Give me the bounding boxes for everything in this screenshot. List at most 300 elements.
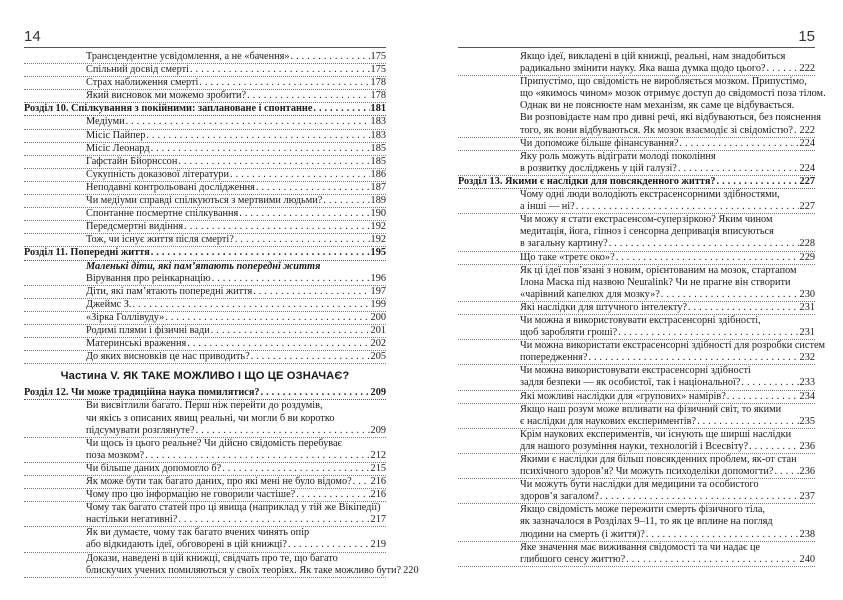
toc-entry-line: Чи можуть бути наслідки для медицини та особистого bbox=[520, 479, 759, 491]
toc-entry bbox=[24, 273, 386, 286]
toc-entry bbox=[24, 234, 386, 247]
toc-page-number: 178 bbox=[370, 77, 386, 89]
toc-page-number: 189 bbox=[370, 195, 386, 207]
toc-entry bbox=[24, 463, 386, 476]
toc-entry-line: Яку роль можуть відіграти молоді покоління bbox=[520, 150, 716, 162]
toc-chapter-entry bbox=[458, 176, 815, 189]
toc-entry-title: Діти, які пам’ятають попередні життя bbox=[86, 285, 253, 297]
toc-row bbox=[24, 286, 386, 298]
toc-entry bbox=[24, 400, 386, 437]
toc-leader-dots bbox=[697, 416, 798, 428]
toc-entry-title: Медіуми bbox=[86, 116, 125, 128]
toc-leader-dots bbox=[196, 425, 370, 437]
toc-leader-dots bbox=[132, 299, 369, 311]
toc-row bbox=[24, 130, 386, 142]
toc-entry-lines bbox=[458, 404, 815, 416]
toc-entry-lines bbox=[458, 479, 815, 491]
toc-leader-dots bbox=[717, 176, 799, 188]
toc-entry-title: Вірування про реінкарнацію bbox=[86, 272, 211, 284]
toc-page-number: 175 bbox=[370, 64, 386, 76]
toc-entry bbox=[458, 138, 815, 151]
toc-leader-dots bbox=[126, 116, 370, 128]
toc-entry bbox=[24, 156, 386, 169]
part-heading: Частина V. ЯК ТАКЕ МОЖЛИВО І ЩО ЦЕ ОЗНАЧАЄ? bbox=[60, 370, 350, 383]
toc-page-number: 238 bbox=[799, 528, 815, 540]
toc-leader-dots bbox=[291, 51, 370, 63]
toc-leader-dots bbox=[199, 77, 369, 89]
toc-entry-title: Гафстайн Бйорнссон bbox=[86, 155, 178, 167]
toc-page-number: 228 bbox=[799, 238, 815, 250]
toc-entry-title: Спонтанне посмертне спілкування bbox=[86, 208, 239, 220]
toc-entry-line: Крім наукових експериментів, чи існують ще ширші наслідки bbox=[520, 428, 792, 440]
toc-entry-lines bbox=[458, 151, 815, 163]
toc-page-number: 178 bbox=[370, 90, 386, 102]
toc-row bbox=[458, 289, 815, 301]
toc-entry bbox=[24, 527, 386, 552]
toc-row bbox=[24, 195, 386, 207]
toc-entry-title: Чи допоможе більше фінансування? bbox=[520, 137, 679, 149]
toc-leader-dots bbox=[184, 221, 369, 233]
toc-entry-title: в розвитку досліджень у цій галузі? bbox=[520, 162, 677, 174]
toc-entry-line: Чи можна я використовувати екстрасенсорні здібності, bbox=[520, 314, 761, 326]
toc-leader-dots bbox=[151, 247, 370, 259]
toc-entry-title: Материнські враження bbox=[86, 338, 187, 350]
toc-entry-lines bbox=[458, 365, 815, 377]
toc-leader-dots bbox=[146, 130, 369, 142]
toc-entry-title: Які наслідки для штучного інтелекту? bbox=[520, 301, 688, 313]
toc-row bbox=[458, 416, 815, 428]
toc-entry bbox=[24, 116, 386, 129]
toc-page-number: 202 bbox=[370, 338, 386, 350]
toc-leader-dots bbox=[261, 387, 370, 399]
toc-page-number: 195 bbox=[370, 247, 386, 259]
toc-entry-lines bbox=[458, 504, 815, 528]
toc-entry-title: людини на смерть (і життя)? bbox=[520, 528, 645, 540]
toc-leader-dots bbox=[190, 64, 370, 76]
toc-entry bbox=[24, 312, 386, 325]
toc-entry-lines bbox=[458, 429, 815, 441]
toc-leader-dots bbox=[211, 325, 370, 337]
toc-leader-dots bbox=[323, 195, 369, 207]
toc-leader-dots bbox=[145, 450, 369, 462]
toc-entry-title: задля безпеки — як особистої, так і національної? bbox=[520, 377, 741, 389]
toc-entry bbox=[458, 404, 815, 429]
toc-entry-line: Докази, наведені в цій книжці, свідчать про те, що багато bbox=[86, 552, 338, 564]
toc-page-number: 222 bbox=[799, 63, 815, 75]
toc-entry-title: Страх наближення смерті bbox=[86, 77, 199, 89]
toc-page-number: 232 bbox=[799, 352, 815, 364]
toc-entry-line: Чи можна використати екстрасенсорні здібності для розробки систем bbox=[520, 340, 826, 352]
toc-entry-line: Однак ви не пояснюєте нам механізм, як саме це відбувається. bbox=[520, 100, 795, 112]
toc-entry bbox=[24, 476, 386, 489]
toc-entry-line: Як ви думаєте, чому так багато вчених чинять опір bbox=[86, 527, 310, 539]
toc-row bbox=[458, 238, 815, 250]
toc-page-number: 199 bbox=[370, 298, 386, 310]
toc-entry-title: радикально змінити науку. Яка ваша думка щодо цього? bbox=[520, 63, 766, 75]
toc-row bbox=[24, 156, 386, 168]
toc-leader-dots bbox=[775, 466, 799, 478]
toc-row bbox=[24, 247, 386, 259]
toc-row bbox=[24, 208, 386, 220]
toc-entry-title: Розділ 12. Чи може традиційна наука помилятися? bbox=[24, 387, 260, 399]
toc-row bbox=[458, 352, 815, 364]
toc-entry-title: «Зірка Голлівуду» bbox=[86, 311, 165, 323]
toc-entry-title: щоб заробляти гроші? bbox=[520, 327, 618, 339]
toc-row bbox=[458, 176, 815, 188]
toc-entry bbox=[24, 208, 386, 221]
toc-page-number: 222 bbox=[799, 124, 815, 136]
toc-page-number: 233 bbox=[799, 377, 815, 389]
toc-entry bbox=[24, 338, 386, 351]
toc-entry bbox=[24, 130, 386, 143]
toc-entry-title: Місіс Пайпер bbox=[86, 129, 146, 141]
toc-entry-title: Який висновок ми можемо зробити? bbox=[86, 90, 247, 102]
toc-entry-lines bbox=[24, 400, 386, 424]
toc-entry-title: психічного здоров’я? Чи можуть психоделіки допомогти? bbox=[520, 466, 774, 478]
toc-page-number: 186 bbox=[370, 168, 386, 180]
toc-entry-title: Розділ 11. Попередні життя bbox=[24, 247, 150, 259]
toc-entry-line: як зазначалося в Розділах 9–11, то як це вплине на погляд bbox=[520, 516, 773, 528]
toc-entry-lines bbox=[458, 265, 815, 289]
toc-entry bbox=[24, 77, 386, 90]
toc-row bbox=[24, 351, 386, 363]
toc-entry-lines bbox=[24, 553, 386, 565]
toc-row bbox=[24, 476, 386, 488]
toc-entry-line: Ви висвітлили багато. Перш ніж перейти до роздумів, bbox=[86, 400, 323, 412]
toc-entry-line: медитація, йога, гіпноз і сенсорна депривація вписуються bbox=[520, 226, 774, 238]
right-page bbox=[422, 0, 843, 600]
toc-entry bbox=[24, 90, 386, 103]
toc-row bbox=[24, 539, 386, 551]
toc-page-number: 231 bbox=[799, 327, 815, 339]
toc-entry-line: Якщо ідеї, викладені в цій книжці, реальні, нам знадобиться bbox=[520, 51, 786, 62]
toc-page-number: 196 bbox=[370, 272, 386, 284]
toc-row bbox=[24, 273, 386, 285]
toc-row bbox=[458, 491, 815, 503]
toc-leader-dots bbox=[251, 351, 370, 363]
toc-entry-line: Якщо наш розум може впливати на фізичний світ, то якими bbox=[520, 403, 782, 415]
toc-entry bbox=[458, 76, 826, 137]
toc-entry bbox=[458, 504, 815, 541]
toc-entry-title: Чому про цю інформацію не говорили частіше? bbox=[86, 489, 296, 501]
toc-page-number: 236 bbox=[799, 440, 815, 452]
header-rule-left bbox=[24, 47, 386, 48]
toc-page-number: 240 bbox=[799, 553, 815, 565]
toc-entry bbox=[24, 182, 386, 195]
toc-leader-dots bbox=[178, 156, 369, 168]
toc-page-number: 209 bbox=[370, 424, 386, 436]
toc-page-number: 212 bbox=[370, 449, 386, 461]
toc-page-number: 224 bbox=[799, 162, 815, 174]
toc-entry bbox=[458, 391, 815, 404]
toc-leader-dots bbox=[767, 63, 799, 75]
toc-page-number: 215 bbox=[370, 462, 386, 474]
section-subheading: Маленькі діти, які пам’ятають попередні життя bbox=[86, 260, 321, 272]
toc-row bbox=[24, 169, 386, 181]
toc-row bbox=[458, 63, 815, 75]
toc-entry bbox=[458, 252, 815, 265]
toc-entry bbox=[24, 552, 419, 578]
toc-entry-title: Джеймс З. bbox=[86, 298, 132, 310]
toc-entry-line: Чому так багато статей про ці явища (наприклад у тій же Вікіпедії) bbox=[86, 502, 381, 514]
toc-leader-dots bbox=[235, 234, 370, 246]
toc-page-number: 183 bbox=[370, 129, 386, 141]
toc-left bbox=[24, 51, 419, 578]
toc-page-number: 230 bbox=[799, 288, 815, 300]
toc-entry bbox=[458, 454, 815, 479]
toc-page-number: 192 bbox=[370, 234, 386, 246]
toc-leader-dots bbox=[661, 289, 799, 301]
toc-page-number: 183 bbox=[370, 116, 386, 128]
toc-entry-line: Якими є наслідки для більш повсякденних проблем, як-от стан bbox=[520, 454, 797, 465]
toc-row bbox=[24, 51, 386, 63]
toc-entry bbox=[458, 542, 815, 567]
toc-page-number: 185 bbox=[370, 155, 386, 167]
toc-entry-title: Передсмертні видіння bbox=[86, 221, 184, 233]
toc-entry bbox=[24, 169, 386, 182]
toc-entry-lines bbox=[24, 502, 386, 514]
toc-entry-lines bbox=[458, 542, 815, 554]
toc-row bbox=[24, 103, 386, 115]
toc-page-number: 187 bbox=[370, 181, 386, 193]
toc-entry-line: Ви розповідаєте нам про дивні речі, які відбуваються, без пояснення bbox=[520, 112, 822, 124]
toc-entry-title: Родимі плями і фізичні вади bbox=[86, 324, 210, 336]
toc-row bbox=[24, 463, 386, 475]
toc-page-number: 185 bbox=[370, 142, 386, 154]
toc-page-number: 236 bbox=[799, 466, 815, 478]
toc-entry bbox=[24, 325, 386, 338]
toc-row bbox=[458, 377, 815, 389]
toc-right bbox=[458, 51, 826, 567]
toc-entry bbox=[24, 143, 386, 156]
toc-page-number: 229 bbox=[799, 251, 815, 263]
toc-page-number: 219 bbox=[370, 539, 386, 551]
toc-entry bbox=[458, 151, 815, 176]
toc-entry-title: До яких висновків це нас приводить? bbox=[86, 351, 250, 363]
toc-leader-dots bbox=[576, 201, 799, 213]
toc-entry bbox=[458, 51, 815, 76]
toc-page-number: 197 bbox=[370, 285, 386, 297]
toc-chapter-entry bbox=[24, 103, 386, 116]
toc-page-number: 200 bbox=[370, 311, 386, 323]
toc-row bbox=[458, 138, 815, 150]
toc-entry-title: Розділ 10. Спілкування з покійними: заплановане і спонтанне bbox=[24, 103, 313, 115]
toc-page-number: 224 bbox=[799, 137, 815, 149]
toc-page-number: 227 bbox=[799, 175, 815, 187]
toc-leader-dots bbox=[151, 143, 370, 155]
toc-entry-title: Які можливі наслідки для «групових» намірів? bbox=[520, 390, 726, 402]
toc-entry-title: Чи більше даних допомогло б? bbox=[86, 462, 222, 474]
toc-leader-dots bbox=[609, 238, 799, 250]
toc-leader-dots bbox=[727, 391, 799, 403]
toc-entry-line: Яке значення має виживання свідомості та чи надає це bbox=[520, 541, 761, 553]
toc-row bbox=[24, 299, 386, 311]
toc-entry-line: Якщо свідомість може пережити смерть фізичного тіла, bbox=[520, 504, 765, 516]
toc-leader-dots bbox=[680, 138, 799, 150]
toc-entry-lines bbox=[24, 438, 386, 450]
toc-row bbox=[24, 338, 386, 350]
toc-leader-dots bbox=[247, 90, 369, 102]
toc-entry-lines bbox=[458, 214, 815, 238]
toc-leader-dots bbox=[626, 554, 798, 566]
toc-entry-lines bbox=[458, 454, 815, 466]
toc-entry-line: Припустімо, що свідомість не виробляється мозком. Припустімо, bbox=[520, 76, 807, 88]
toc-leader-dots bbox=[288, 539, 370, 551]
toc-leader-dots bbox=[741, 377, 798, 389]
toc-entry-title: глибшого сенсу життю? bbox=[520, 553, 626, 565]
toc-entry bbox=[24, 51, 386, 64]
toc-row bbox=[458, 554, 815, 566]
toc-row bbox=[24, 143, 386, 155]
toc-page-number: 237 bbox=[799, 491, 815, 503]
toc-page-number: 190 bbox=[370, 208, 386, 220]
toc-page-number: 201 bbox=[370, 324, 386, 336]
toc-entry-title: Спільний досвід смерті bbox=[86, 64, 189, 76]
toc-leader-dots bbox=[678, 163, 799, 175]
toc-page-number: 220 bbox=[403, 564, 419, 576]
toc-entry-title: Чи медіуми справді спілкуються з мертвими людьми? bbox=[86, 195, 323, 207]
toc-entry-lines bbox=[458, 76, 826, 124]
toc-row bbox=[24, 564, 419, 577]
toc-leader-dots bbox=[313, 103, 369, 115]
toc-leader-dots bbox=[222, 463, 369, 475]
toc-entry-line: Як ці ідеї пов’язані з новим, орієнтованим на мозок, стартапом bbox=[520, 264, 797, 276]
toc-entry-title: поза мозком? bbox=[86, 449, 145, 461]
toc-entry bbox=[458, 214, 815, 251]
toc-row bbox=[24, 234, 386, 246]
toc-row bbox=[458, 201, 815, 213]
toc-row bbox=[458, 327, 815, 339]
toc-entry-title: «чарівний капелюх для мозку»? bbox=[520, 288, 660, 300]
toc-entry bbox=[24, 195, 386, 208]
toc-leader-dots bbox=[256, 182, 370, 194]
toc-entry bbox=[458, 340, 826, 365]
toc-entry bbox=[458, 365, 815, 390]
toc-entry bbox=[24, 286, 386, 299]
toc-entry-title: для нашого розуміння науки, технологій і Всесвіту? bbox=[520, 440, 749, 452]
toc-leader-dots bbox=[588, 352, 798, 364]
toc-entry bbox=[24, 221, 386, 234]
toc-row bbox=[458, 163, 815, 175]
toc-entry-line: Ілона Маска під назвою Neuralink? Чи не прагне він створити bbox=[520, 276, 791, 288]
toc-entry-line: Чи щось із цього реальне? Чи дійсно свідомість перебуває bbox=[86, 437, 342, 449]
toc-entry-title: Неподавні контрольовані дослідження bbox=[86, 181, 255, 193]
toc-leader-dots bbox=[646, 529, 799, 541]
toc-row bbox=[24, 312, 386, 324]
toc-leader-dots bbox=[212, 273, 370, 285]
toc-row bbox=[458, 441, 815, 453]
toc-leader-dots bbox=[187, 338, 369, 350]
toc-entry-title: здоров’я загалом? bbox=[520, 491, 599, 503]
toc-entry-title: того, як вони відбуваються. Як мозок взаємодіє зі свідомістю? bbox=[520, 124, 794, 136]
toc-row bbox=[458, 466, 815, 478]
toc-page-number: 227 bbox=[799, 201, 815, 213]
toc-row bbox=[458, 252, 815, 264]
toc-page-number: 216 bbox=[370, 476, 386, 487]
toc-row bbox=[24, 514, 386, 526]
toc-entry-lines bbox=[24, 527, 386, 539]
toc-row bbox=[24, 489, 386, 501]
header-rule-right bbox=[458, 47, 815, 48]
toc-entry-title: попередження? bbox=[520, 352, 588, 364]
toc-page-number: 175 bbox=[370, 51, 386, 62]
toc-entry-title: Трансцендентне усвідомлення, а не «бачення» bbox=[86, 51, 290, 62]
toc-entry bbox=[458, 429, 815, 454]
toc-page-number: 209 bbox=[370, 387, 386, 399]
toc-entry-title: блискучих учених помиляються у своїх теоріях. Як таке можливо бути? bbox=[86, 564, 402, 576]
toc-entry-line: чи якісь з описаних явищ реальні, чи могли б ви коротко bbox=[86, 412, 335, 424]
toc-page-number: 231 bbox=[799, 301, 815, 313]
toc-entry bbox=[458, 479, 815, 504]
toc-entry-line: Чи можна використовувати екстрасенсорні здібності bbox=[520, 365, 751, 377]
toc-row bbox=[24, 116, 386, 128]
toc-leader-dots bbox=[794, 125, 799, 137]
toc-entry bbox=[458, 315, 815, 340]
toc-entry bbox=[24, 299, 386, 312]
toc-row bbox=[24, 77, 386, 89]
toc-entry-title: Місіс Леонард bbox=[86, 142, 150, 154]
toc-entry-title: Сукупність доказової літератури bbox=[86, 168, 230, 180]
toc-page-number: 205 bbox=[370, 351, 386, 363]
toc-chapter-entry bbox=[24, 387, 386, 400]
left-page bbox=[0, 0, 421, 600]
toc-leader-dots bbox=[600, 491, 799, 503]
toc-entry-title: або відкидають ідеї, обговорені в цій книжці? bbox=[86, 539, 287, 551]
toc-row bbox=[24, 64, 386, 76]
toc-entry bbox=[458, 302, 815, 315]
toc-entry-title: Як може бути так багато даних, про які мені не було відомо? bbox=[86, 476, 352, 487]
toc-leader-dots bbox=[353, 476, 370, 488]
toc-page-number: 181 bbox=[370, 103, 386, 115]
toc-entry bbox=[458, 189, 815, 214]
toc-leader-dots bbox=[618, 327, 798, 339]
toc-page-number: 216 bbox=[370, 489, 386, 501]
toc-entry bbox=[24, 438, 386, 463]
toc-row bbox=[458, 125, 815, 137]
toc-entry-lines bbox=[458, 51, 815, 63]
toc-row bbox=[24, 325, 386, 337]
toc-entry bbox=[458, 265, 815, 302]
toc-leader-dots bbox=[296, 489, 369, 501]
toc-row bbox=[458, 391, 815, 403]
toc-leader-dots bbox=[165, 312, 369, 324]
toc-row bbox=[24, 90, 386, 102]
toc-leader-dots bbox=[230, 169, 370, 181]
toc-row bbox=[24, 221, 386, 233]
toc-entry-title: в загальну картину? bbox=[520, 238, 608, 250]
page-number-right: 15 bbox=[798, 28, 815, 45]
toc-entry-title: підсумувати розглянуте? bbox=[86, 424, 195, 436]
toc-entry-lines bbox=[458, 340, 826, 352]
toc-entry bbox=[24, 351, 386, 364]
toc-leader-dots bbox=[239, 208, 369, 220]
toc-page-number: 192 bbox=[370, 221, 386, 233]
toc-entry-title: Розділ 13. Якими є наслідки для повсякденного життя? bbox=[458, 175, 716, 187]
toc-entry-title: а інші — ні? bbox=[520, 201, 575, 213]
toc-entry-lines bbox=[458, 189, 815, 201]
toc-entry-line: Чому одні люди володіють екстрасенсорними здібностями, bbox=[520, 189, 780, 201]
toc-entry-title: Тож, чи існує життя після смерті? bbox=[86, 234, 234, 246]
toc-chapter-entry bbox=[24, 247, 386, 260]
page-number-left: 14 bbox=[24, 28, 41, 45]
toc-entry bbox=[24, 64, 386, 77]
toc-row bbox=[24, 425, 386, 437]
toc-entry bbox=[24, 489, 386, 502]
toc-leader-dots bbox=[616, 252, 799, 264]
toc-page-number: 217 bbox=[370, 514, 386, 526]
toc-entry-lines bbox=[458, 315, 815, 327]
toc-entry-title: є наслідки для наукових експериментів? bbox=[520, 415, 697, 427]
